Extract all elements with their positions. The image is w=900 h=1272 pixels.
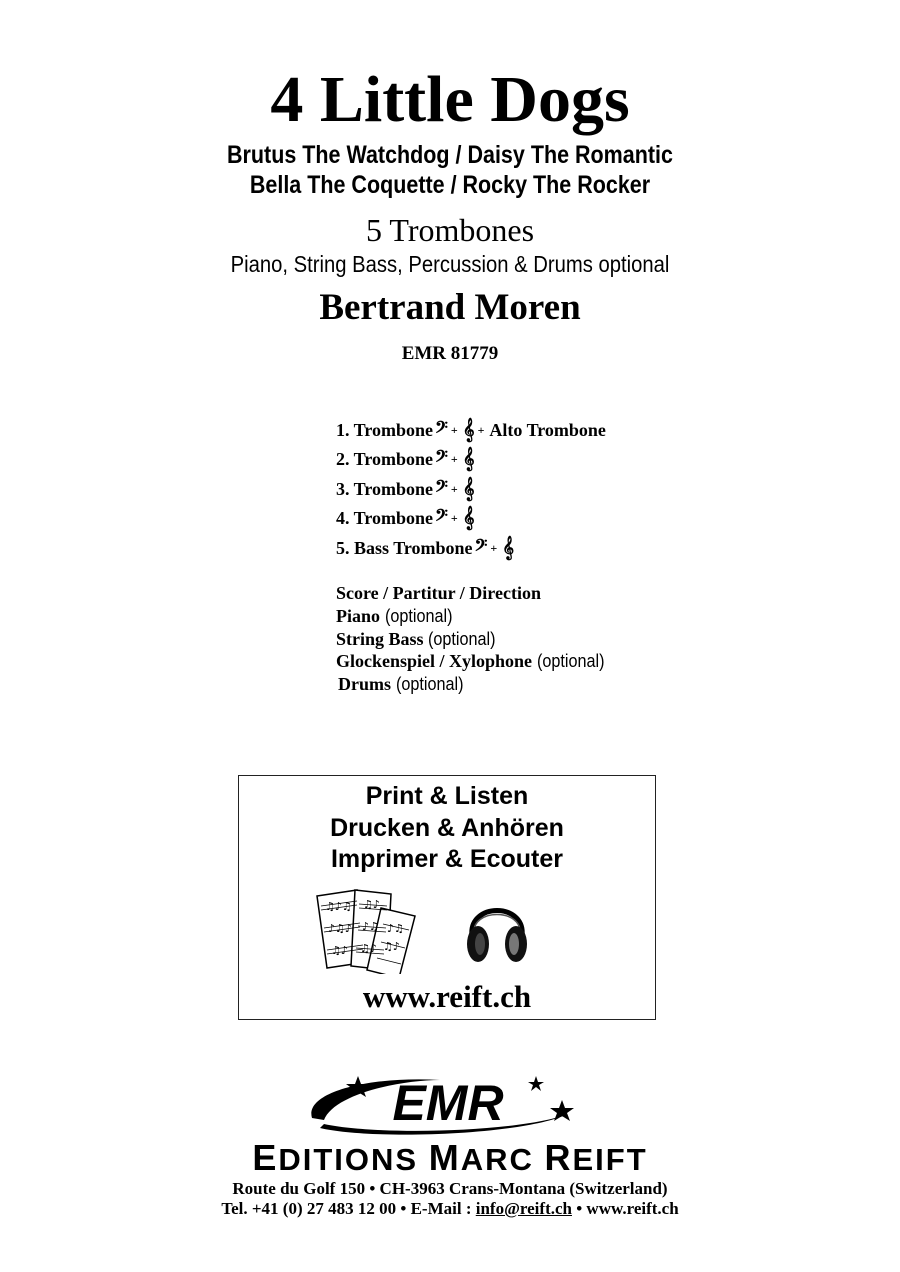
promo-url[interactable]: www.reift.ch [362,979,532,1014]
treble-clef-icon: 𝄞 [462,507,475,530]
part-label: 3. Trombone [336,478,434,499]
plus-sign: + [477,422,485,437]
svg-text:♪♫♪: ♪♫♪ [328,922,352,935]
promo-line-fr: Imprimer & Ecouter [330,845,563,873]
subtitle-line-1: Brutus The Watchdog / Daisy The Romantic [227,141,673,169]
bass-clef-icon: 𝄢 [435,418,448,441]
parts-list [336,415,606,563]
extra-part-note: (optional) [395,674,464,695]
headphones-icon [462,888,532,968]
treble-clef-icon: 𝄞 [462,418,475,441]
part-label: 2. Trombone [336,449,434,470]
plus-sign: + [450,452,458,467]
bass-clef-icon: 𝄢 [474,536,488,559]
bass-clef-icon: 𝄢 [435,507,448,530]
sheet-music-icon [311,884,423,974]
svg-text:♫♪♫: ♫♪♫ [325,900,352,913]
extra-part-label: Drums [338,674,391,695]
extra-part-label: Piano [336,605,381,626]
part-item [336,445,606,475]
instrumentation: 5 Trombones [365,212,535,248]
svg-text:♪♫: ♪♫ [362,920,379,933]
contact-phone: Tel. +41 (0) 27 483 12 00 • E-Mail : [221,1199,476,1218]
svg-text:♪♫: ♪♫ [387,922,404,935]
extra-part-label: String Bass [336,628,424,649]
part-label: 4. Trombone [336,508,434,529]
publisher-name [0,1137,900,1178]
plus-sign: + [450,481,458,496]
part-item [336,533,606,563]
subtitle-line-2: Bella The Coquette / Rocky The Rocker [249,171,651,199]
extra-part-item [336,650,612,673]
extra-part-label: Score / Partitur / Direction [336,583,541,603]
print-listen-box [238,775,656,1020]
extra-parts-list [336,582,612,696]
promo-line-en: Print & Listen [365,782,529,810]
bass-clef-icon: 𝄢 [435,448,448,471]
part-label: 5. Bass Trombone [336,537,473,558]
promo-line-de: Drucken & Anhören [330,814,564,842]
publisher-initial-e: E [252,1137,279,1178]
part-item [336,415,606,445]
publisher-initial-r: R [544,1137,573,1178]
part-label: 1. Trombone [336,419,434,440]
extra-part-item [336,582,612,605]
catalog-number: EMR 81779 [401,343,499,364]
svg-text:♫♪: ♫♪ [383,940,400,953]
composer-name: Bertrand Moren [319,287,581,328]
piece-title: 4 Little Dogs [270,63,630,136]
optional-instruments: Piano, String Bass, Percussion & Drums optional [230,251,670,277]
part-extra-label: Alto Trombone [489,419,606,440]
extra-part-label: Glockenspiel / Xylophone [336,651,533,672]
plus-sign: + [450,511,458,526]
extra-part-item [336,605,612,628]
publisher-address: Route du Golf 150 • CH-3963 Crans-Montana (Switzerland) [232,1179,668,1198]
treble-clef-icon: 𝄞 [462,477,475,500]
part-item [336,474,606,504]
email-link[interactable]: info@reift.ch [475,1199,572,1218]
extra-part-note: (optional) [536,651,605,672]
extra-part-note: (optional) [384,605,453,626]
plus-sign: + [450,422,458,437]
svg-text:♫♪: ♫♪ [360,942,377,955]
plus-sign: + [490,540,498,555]
svg-text:♫♪: ♫♪ [363,898,380,911]
extra-part-note: (optional) [428,628,496,649]
extra-part-item [336,628,612,651]
emr-logo [300,1070,590,1140]
publisher-initial-m: M [428,1137,461,1178]
contact-website[interactable]: • www.reift.ch [571,1199,679,1218]
publisher-word-3: EIFT [572,1142,648,1177]
publisher-contact [0,1198,900,1220]
bass-clef-icon: 𝄢 [435,477,448,500]
svg-text:♫♪: ♫♪ [331,944,348,957]
extra-part-item [338,673,612,696]
publisher-word-1: DITIONS [278,1142,419,1177]
emr-logo-text: EMR [392,1075,504,1131]
treble-clef-icon: 𝄞 [502,536,515,559]
part-item [336,504,606,534]
publisher-word-2: ARC [460,1142,534,1177]
treble-clef-icon: 𝄞 [462,448,475,471]
